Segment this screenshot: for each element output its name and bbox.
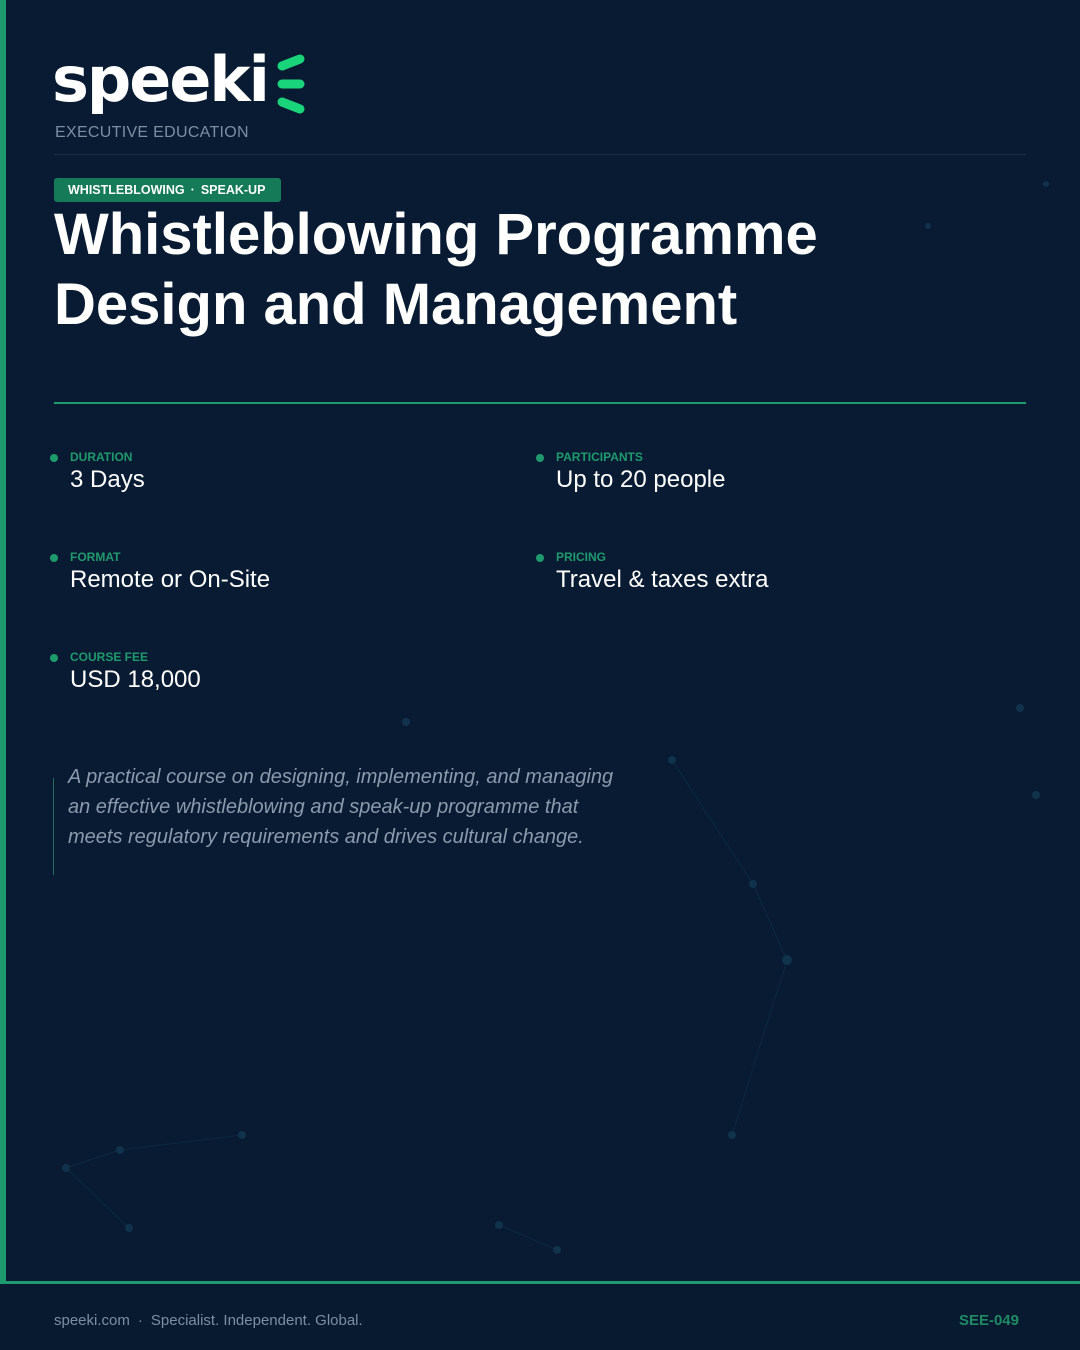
fact-duration xyxy=(70,450,145,495)
course-title xyxy=(54,200,1034,340)
fact-course-fee xyxy=(70,650,201,695)
bullet-icon xyxy=(50,554,58,562)
fact-label: PRICING xyxy=(556,550,607,564)
tag-topic-1: WHISTLEBLOWING xyxy=(68,183,185,197)
bullet-icon xyxy=(536,454,544,462)
bullet-icon xyxy=(536,554,544,562)
brand-wordmark: speeki xyxy=(52,43,268,116)
footer xyxy=(0,1284,1080,1350)
topic-tag xyxy=(54,178,281,202)
fact-value: Travel & taxes extra xyxy=(556,566,769,593)
fact-label: COURSE FEE xyxy=(70,650,149,664)
bullet-icon xyxy=(50,654,58,662)
fact-value: USD 18,000 xyxy=(70,666,201,693)
course-title-line-2: Design and Management xyxy=(54,272,738,337)
brand-logo xyxy=(52,44,308,124)
course-code: SEE-049 xyxy=(958,1312,1019,1329)
footer-website-link[interactable]: speeki.com xyxy=(54,1312,130,1329)
fact-label: PARTICIPANTS xyxy=(556,450,643,464)
header-divider xyxy=(54,154,1026,155)
brand-subtitle: EXECUTIVE EDUCATION xyxy=(55,124,249,141)
footer-separator: · xyxy=(137,1312,143,1329)
course-description xyxy=(53,766,654,875)
fact-label: DURATION xyxy=(70,450,133,464)
fact-participants xyxy=(556,450,725,495)
title-divider xyxy=(54,402,1026,404)
course-title-line-1: Whistleblowing Programme xyxy=(54,202,818,267)
tag-topic-2: SPEAK-UP xyxy=(200,183,266,197)
fact-value: Up to 20 people xyxy=(556,466,726,493)
footer-info xyxy=(54,1312,363,1329)
fact-label: FORMAT xyxy=(70,550,121,564)
footer-tagline: Specialist. Independent. Global. xyxy=(150,1312,363,1329)
description-text: A practical course on designing, implementing, and managing an effective whistleblowing and speak-up programme that meets regulatory requirements and drives cultural change. xyxy=(68,766,614,848)
speeki-mark-icon xyxy=(274,52,308,116)
fact-value: Remote or On-Site xyxy=(70,566,271,593)
bullet-icon xyxy=(50,454,58,462)
left-accent-bar xyxy=(0,0,6,1284)
tag-separator: · xyxy=(190,183,195,197)
fact-value: 3 Days xyxy=(70,466,145,493)
fact-format xyxy=(70,550,270,595)
fact-pricing xyxy=(556,550,769,595)
